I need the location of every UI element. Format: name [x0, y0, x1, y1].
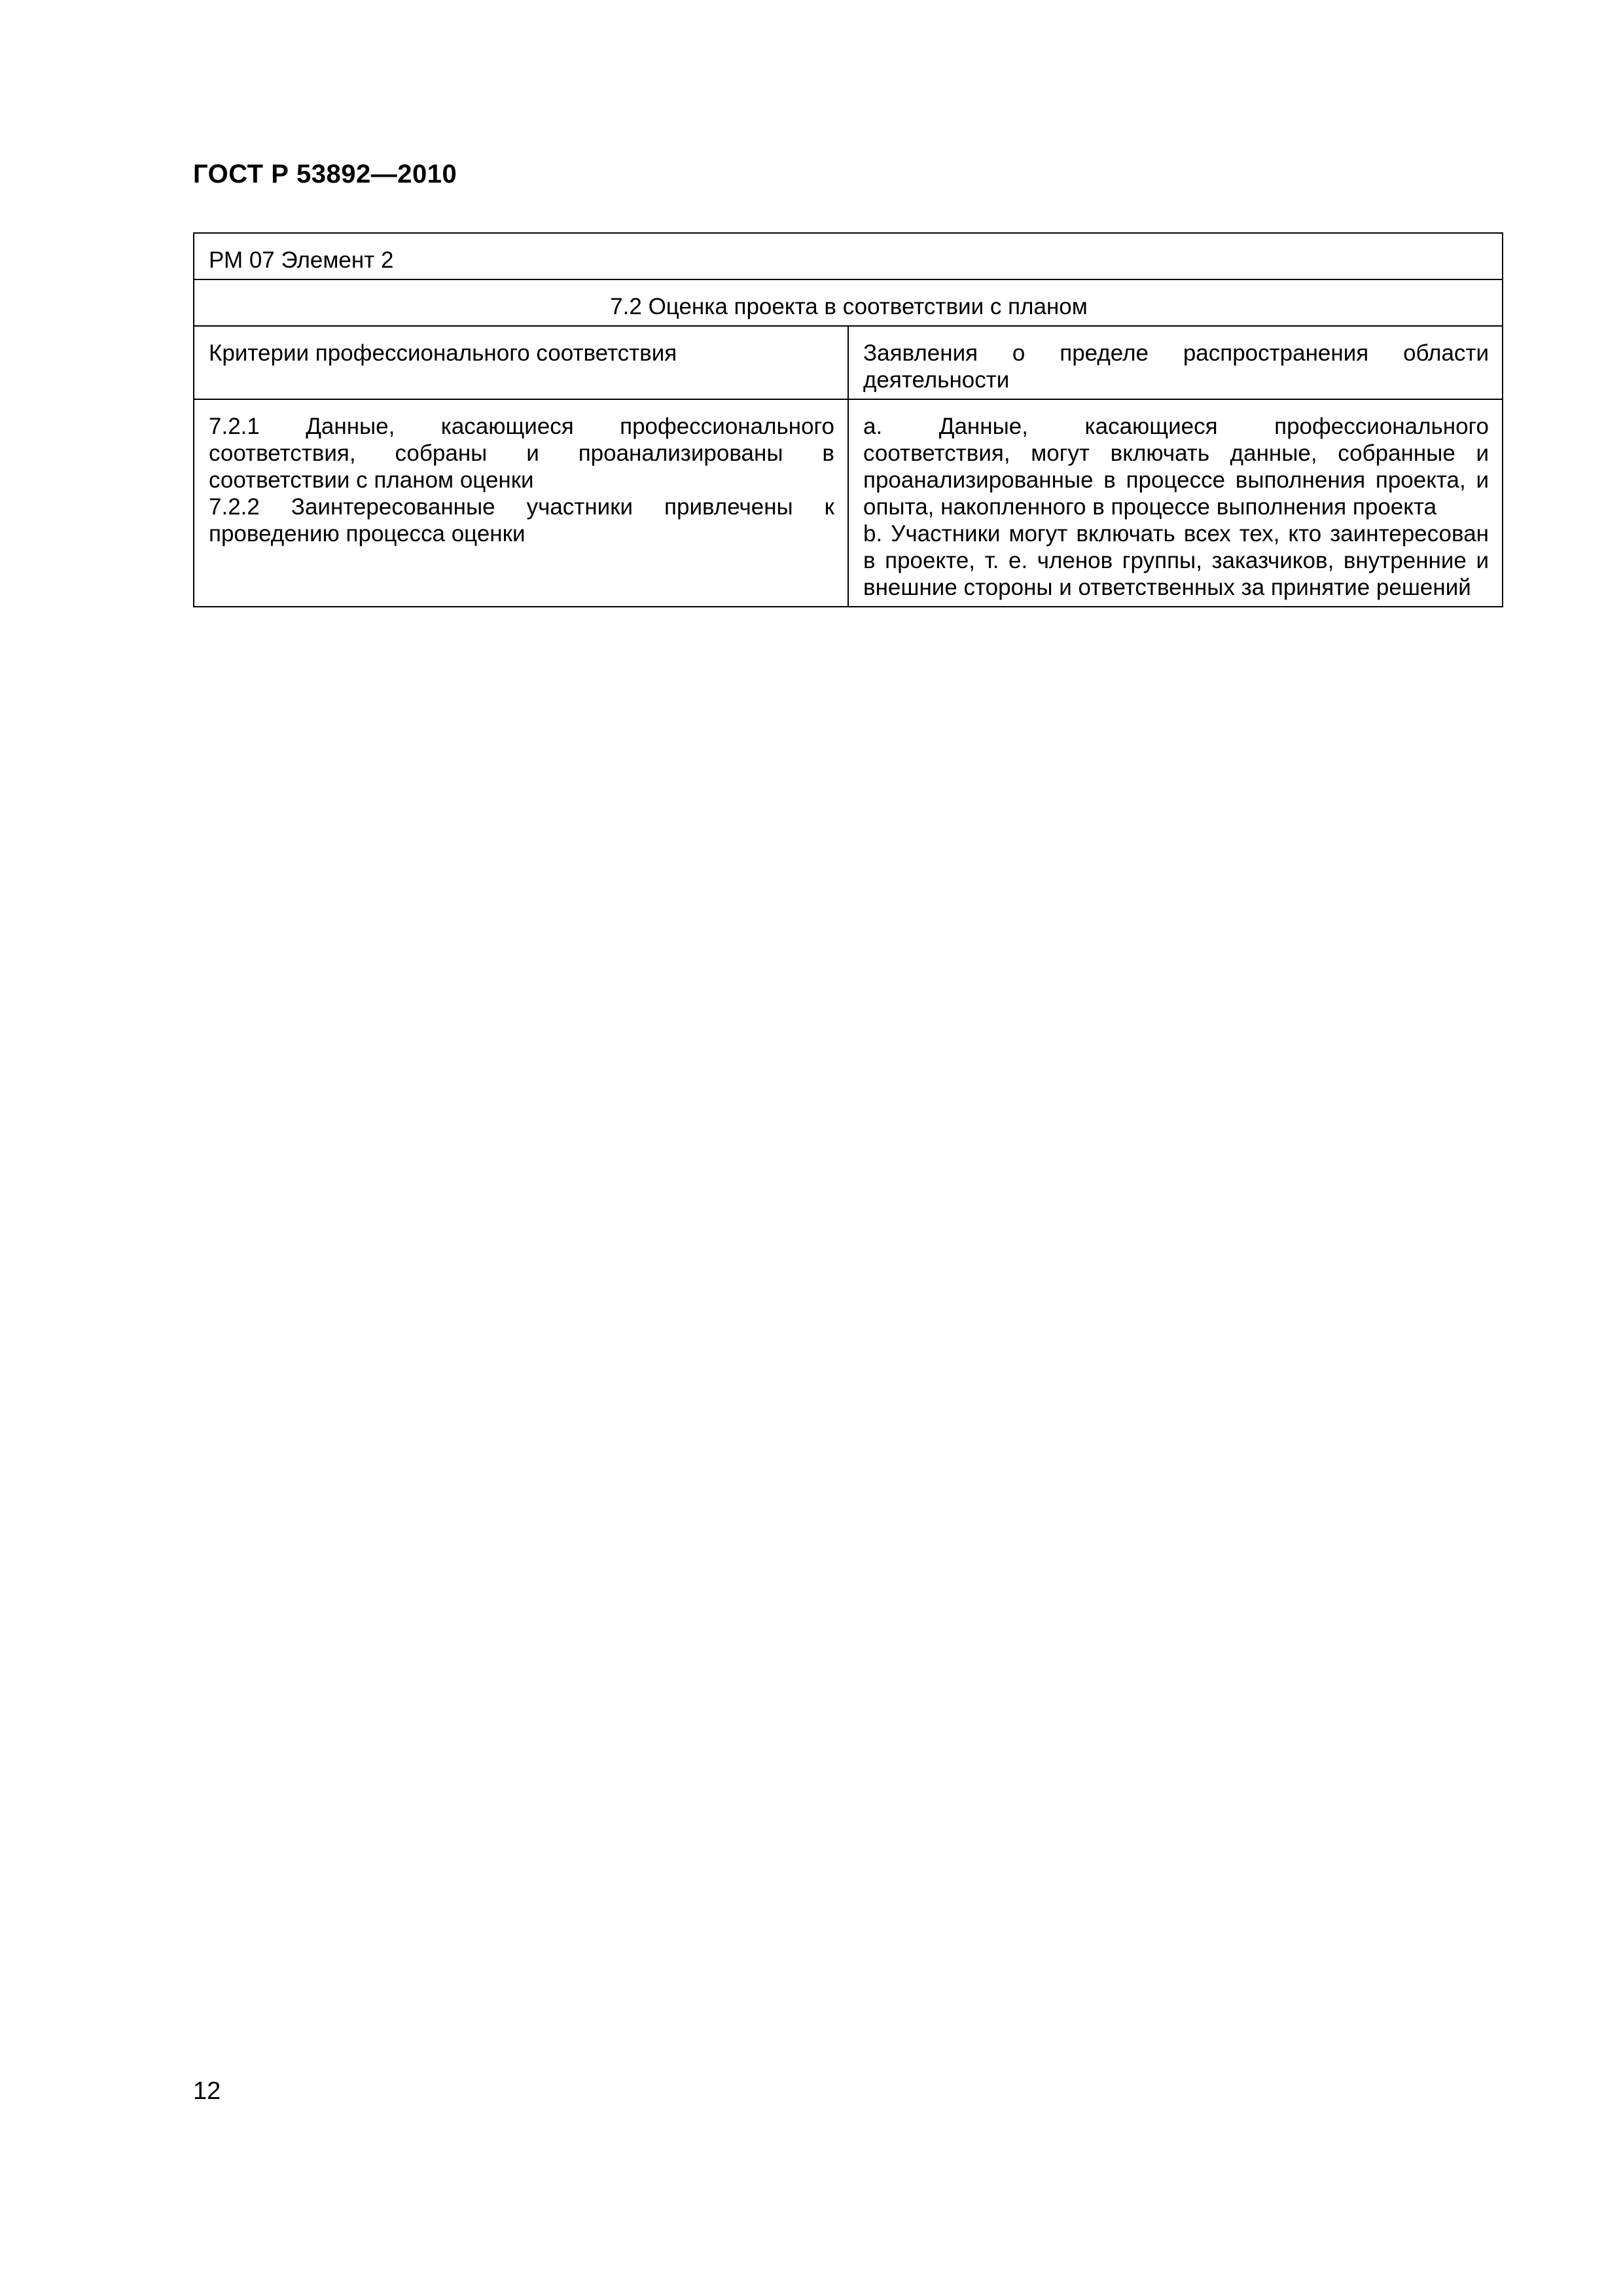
page-number: 12: [193, 2077, 221, 2105]
table-row-column-headers: [194, 326, 1503, 399]
statement-b: b. Участники могут включать всех тех, кто заинтересован в проекте, т. е. членов группы, заказчиков, внутренние и внешние стороны и ответственных за принятие решений: [863, 521, 1489, 600]
specification-table: [193, 232, 1503, 607]
criterion-7-2-1: 7.2.1 Данные, касающиеся профессионального соответствия, собраны и проанализированы в соответствии с планом оценки: [209, 414, 834, 493]
statement-a: a. Данные, касающиеся профессионального соответствия, могут включать данные, собранные и проанализированные в процессе выполнения проекта, и опыта, накопленного в процессе выполнения проекта: [863, 414, 1489, 520]
criteria-cell: [194, 399, 848, 607]
section-title-cell: 7.2 Оценка проекта в соответствии с планом: [194, 279, 1503, 326]
table-row-section: [194, 279, 1503, 326]
column-header-statements: Заявления о пределе распространения области деятельности: [848, 326, 1503, 399]
column-header-criteria: Критерии профессионального соответствия: [194, 326, 848, 399]
criterion-7-2-2: 7.2.2 Заинтересованные участники привлечены к проведению процесса оценки: [209, 494, 834, 547]
table-row-title: [194, 233, 1503, 279]
statements-cell: [848, 399, 1503, 607]
table-title-cell: РМ 07 Элемент 2: [194, 233, 1503, 279]
document-header: ГОСТ Р 53892—2010: [193, 160, 457, 188]
table-row-body: [194, 399, 1503, 607]
